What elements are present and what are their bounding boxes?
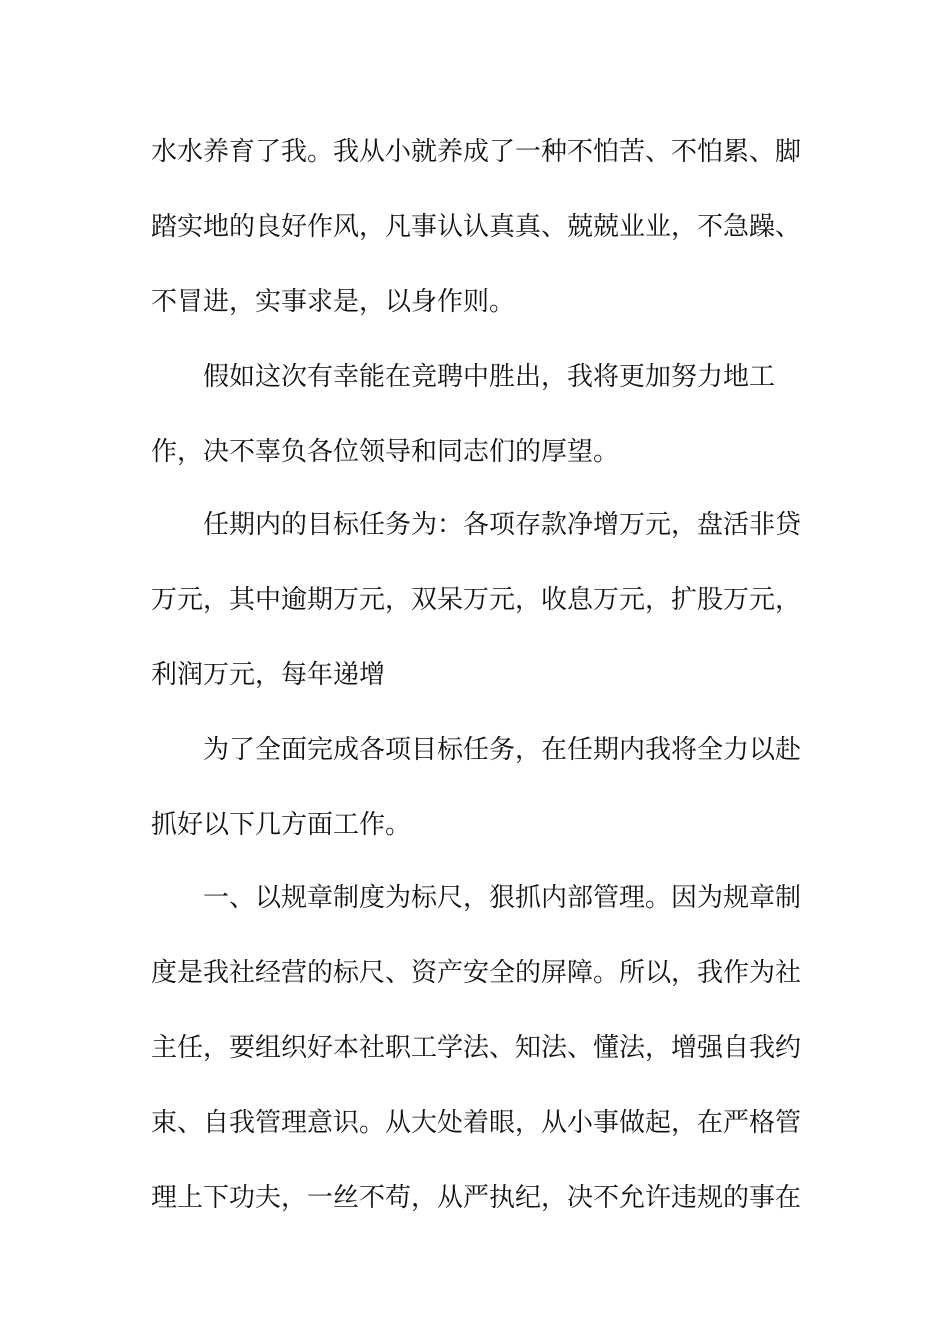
text-line: 束、自我管理意识。从大处着眼，从小事做起，在严格管	[151, 1108, 802, 1138]
text-line: 主任，要组织好本社职工学法、知法、懂法，增强自我约	[151, 1033, 802, 1063]
text-line: 利润万元，每年递增	[151, 660, 386, 690]
text-line: 水水养育了我。我从小就养成了一种不怕苦、不怕累、脚	[151, 137, 802, 167]
text-line: 抓好以下几方面工作。	[151, 810, 412, 840]
paragraph-first-line: 任期内的目标任务为：各项存款净增万元，盘活非贷	[203, 510, 802, 540]
paragraph-first-line: 一、以规章制度为标尺，狠抓内部管理。因为规章制	[203, 883, 802, 913]
text-line: 作，决不辜负各位领导和同志们的厚望。	[151, 437, 620, 467]
paragraph-first-line: 假如这次有幸能在竞聘中胜出，我将更加努力地工	[203, 362, 776, 392]
text-line: 度是我社经营的标尺、资产安全的屏障。所以，我作为社	[151, 958, 802, 988]
text-line: 不冒进，实事求是，以身作则。	[151, 287, 516, 317]
text-line: 踏实地的良好作风，凡事认认真真、兢兢业业，不急躁、	[151, 212, 802, 242]
text-line: 万元，其中逾期万元，双呆万元，收息万元，扩股万元，	[151, 585, 802, 615]
text-line: 理上下功夫，一丝不苟，从严执纪，决不允许违规的事在	[151, 1183, 802, 1213]
paragraph-first-line: 为了全面完成各项目标任务，在任期内我将全力以赴	[203, 735, 802, 765]
